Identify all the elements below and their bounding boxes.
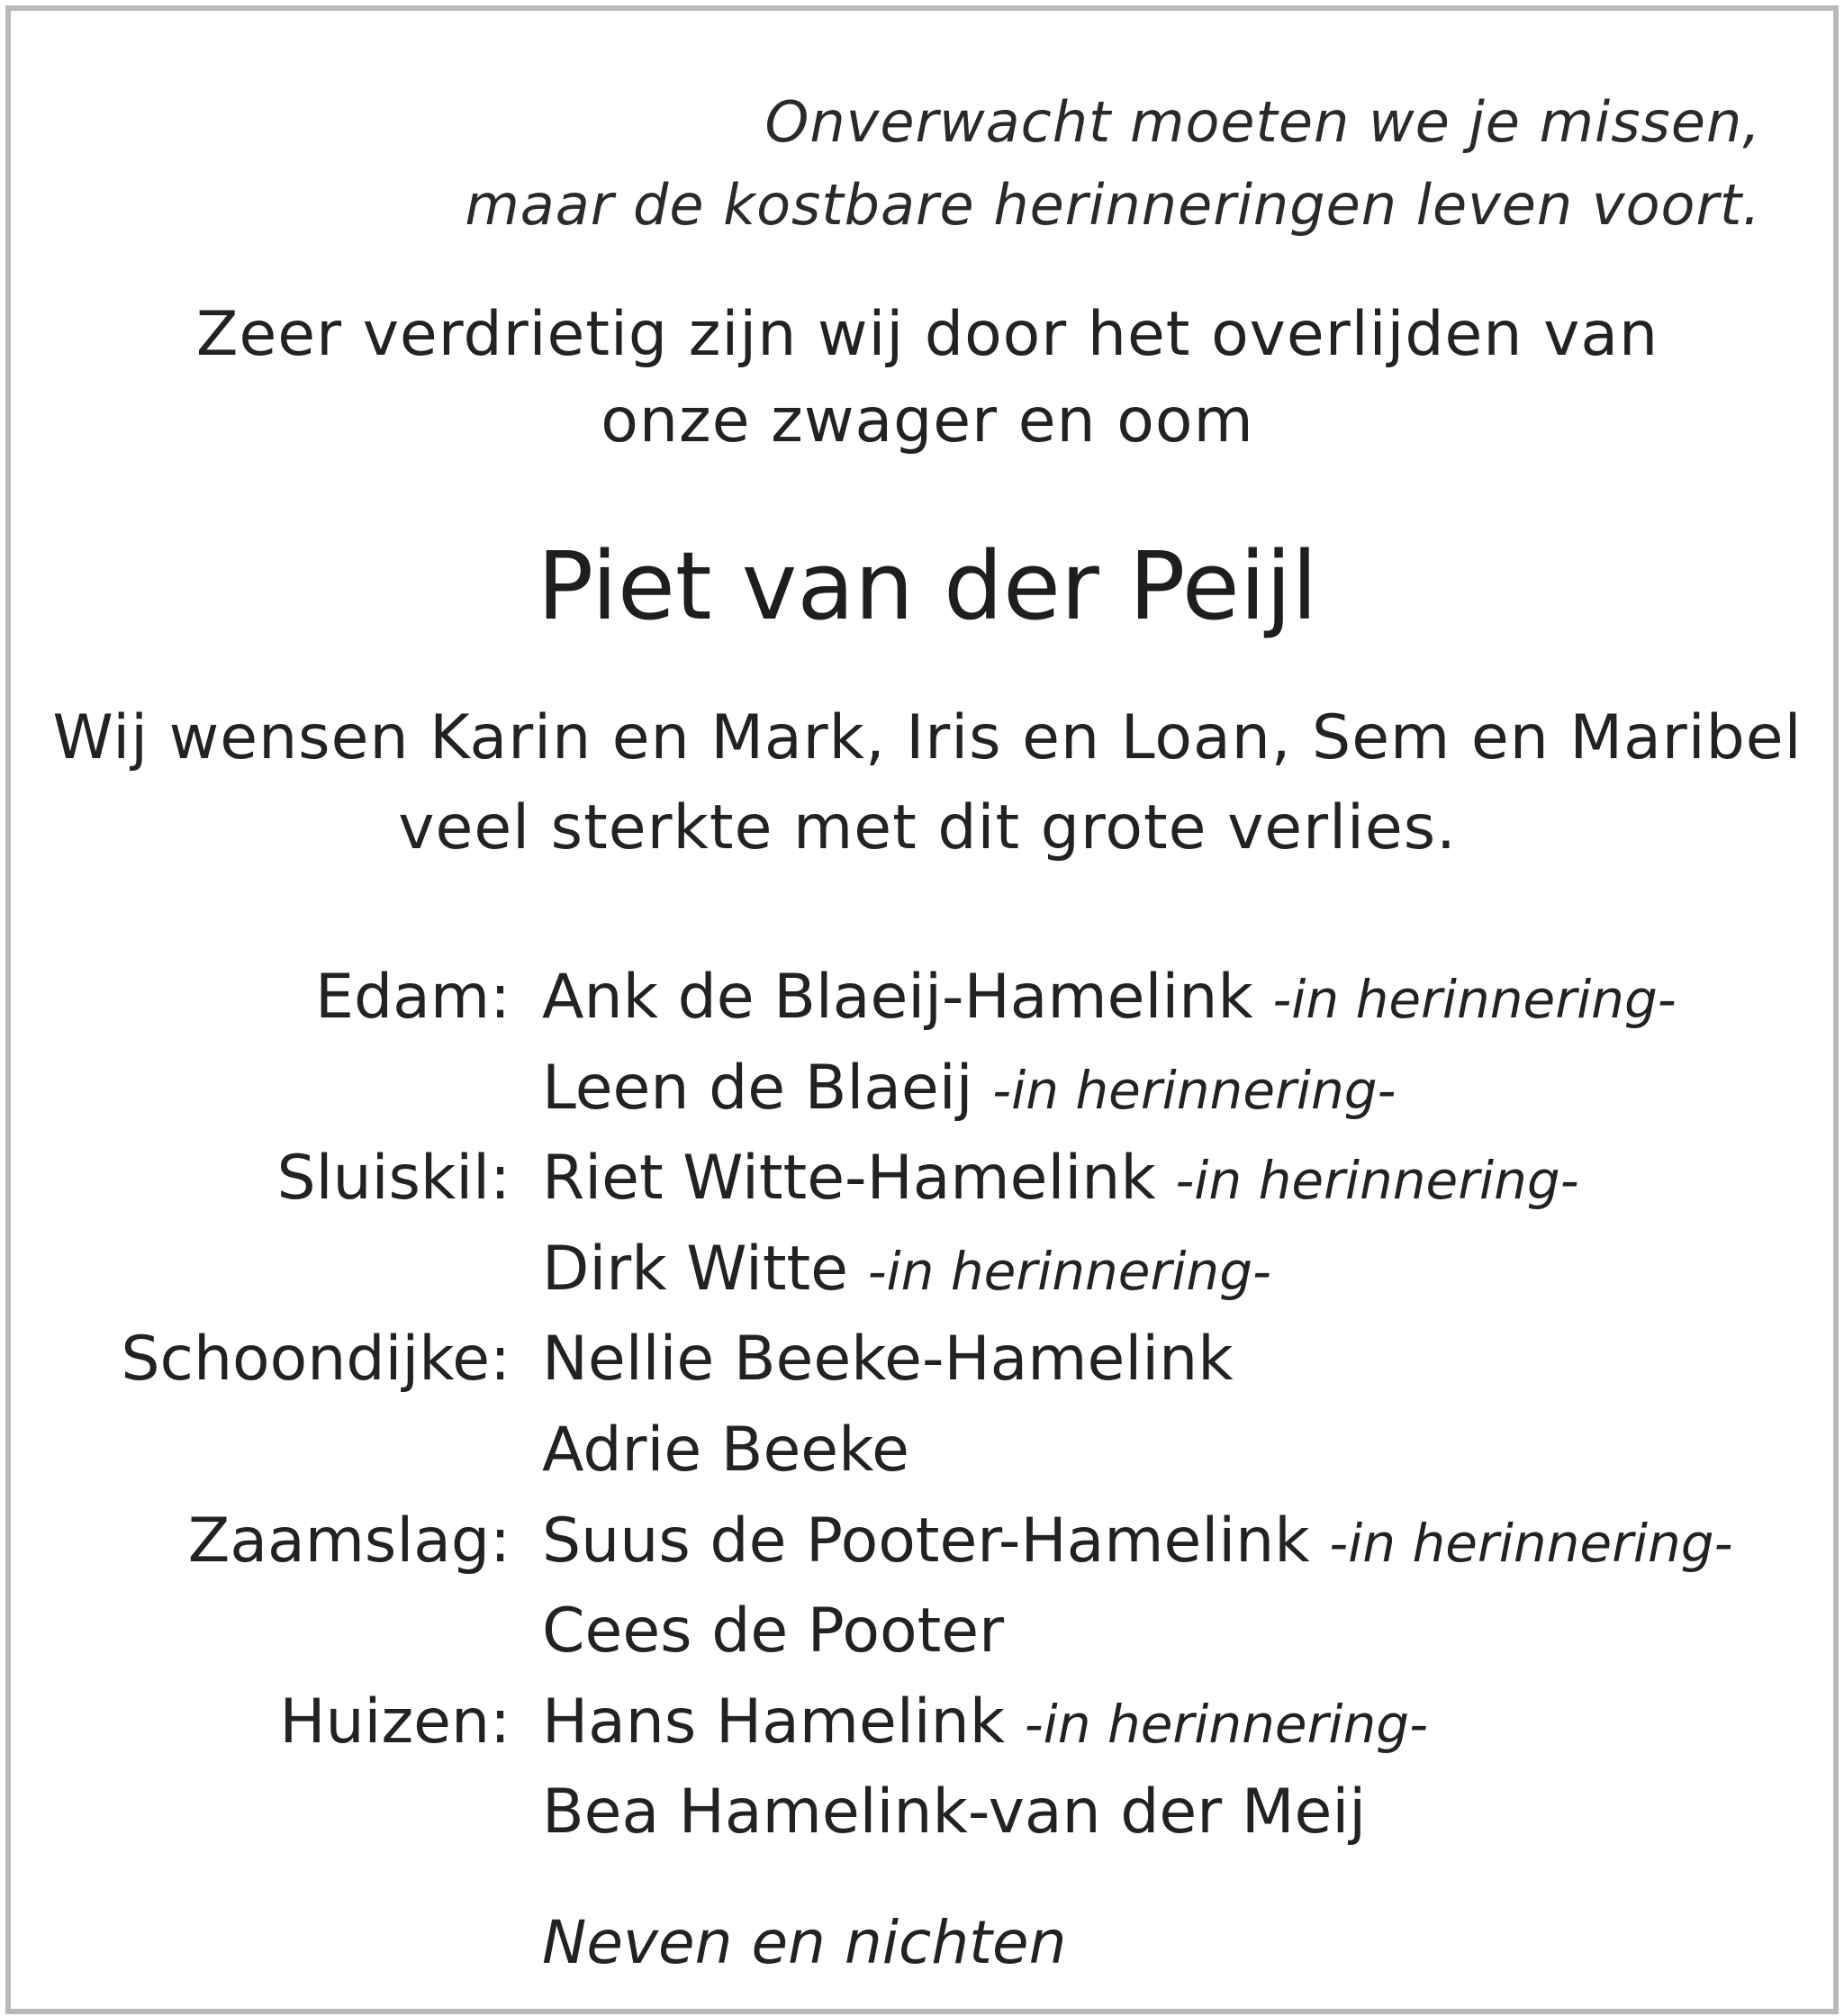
family-location: Sluiskil: xyxy=(276,1143,511,1215)
intro-line: Zeer verdrietig zijn wij door het overlijden van xyxy=(195,299,1659,370)
memorial-note: -in herinnering- xyxy=(1272,969,1677,1030)
motto-line: Onverwacht moeten we je missen, xyxy=(764,89,1761,155)
family-member xyxy=(542,1406,909,1497)
family-row xyxy=(11,1767,1844,1858)
family-member-name: Dirk Witte xyxy=(542,1233,848,1305)
notice-frame xyxy=(5,5,1839,2014)
family-row xyxy=(11,1406,1844,1496)
family-member-name: Hans Hamelink xyxy=(542,1686,1006,1758)
family-member-name: Ank de Blaeij-Hamelink xyxy=(542,962,1253,1033)
condolence-text xyxy=(11,693,1844,873)
memorial-note: -in herinnering- xyxy=(867,1240,1271,1302)
condolence-line: veel sterkte met dit grote verlies. xyxy=(398,792,1457,863)
family-list xyxy=(11,953,1844,1858)
family-member-name: Cees de Pooter xyxy=(542,1596,1005,1668)
family-row xyxy=(11,1677,1844,1768)
family-member xyxy=(542,1767,1366,1859)
family-row xyxy=(11,1134,1844,1225)
family-location: Zaamslag: xyxy=(187,1505,511,1577)
family-member xyxy=(542,1044,1396,1135)
motto-line: maar de kostbare herinneringen leven voort. xyxy=(465,172,1761,238)
motto-verse xyxy=(465,81,1761,247)
closing-signature: Neven en nichten xyxy=(542,1908,1067,1977)
family-member-name: Bea Hamelink-van der Meij xyxy=(542,1776,1367,1849)
family-row xyxy=(11,1044,1844,1135)
family-member xyxy=(542,1315,1234,1406)
deceased-name: Piet van der Peijl xyxy=(537,531,1318,641)
memorial-note: -in herinnering- xyxy=(1024,1693,1429,1755)
family-location: Huizen: xyxy=(279,1686,511,1758)
family-location: Edam: xyxy=(315,962,511,1033)
family-member-name: Adrie Beeke xyxy=(542,1414,909,1486)
family-member xyxy=(542,1496,1733,1588)
family-member xyxy=(542,953,1677,1044)
intro-line: onze zwager en oom xyxy=(601,385,1254,457)
family-row xyxy=(11,1225,1844,1315)
memorial-note: -in herinnering- xyxy=(1175,1150,1579,1212)
family-member-name: Nellie Beeke-Hamelink xyxy=(542,1324,1234,1396)
family-member xyxy=(542,1677,1428,1769)
family-member-name: Leen de Blaeij xyxy=(542,1052,973,1124)
family-row xyxy=(11,1496,1844,1587)
condolence-line: Wij wensen Karin en Mark, Iris en Loan, Sem en Maribel xyxy=(52,702,1803,773)
memorial-note: -in herinnering- xyxy=(1329,1512,1733,1574)
family-location: Schoondijke: xyxy=(121,1324,511,1396)
family-member-name: Suus de Pooter-Hamelink xyxy=(542,1505,1310,1577)
family-member-name: Riet Witte-Hamelink xyxy=(542,1143,1156,1215)
family-member xyxy=(542,1134,1579,1225)
memorial-note: -in herinnering- xyxy=(992,1059,1397,1121)
family-member xyxy=(542,1225,1271,1316)
family-row xyxy=(11,1587,1844,1677)
family-row xyxy=(11,953,1844,1044)
intro-text xyxy=(11,292,1844,465)
family-row xyxy=(11,1315,1844,1406)
family-member xyxy=(542,1587,1004,1678)
